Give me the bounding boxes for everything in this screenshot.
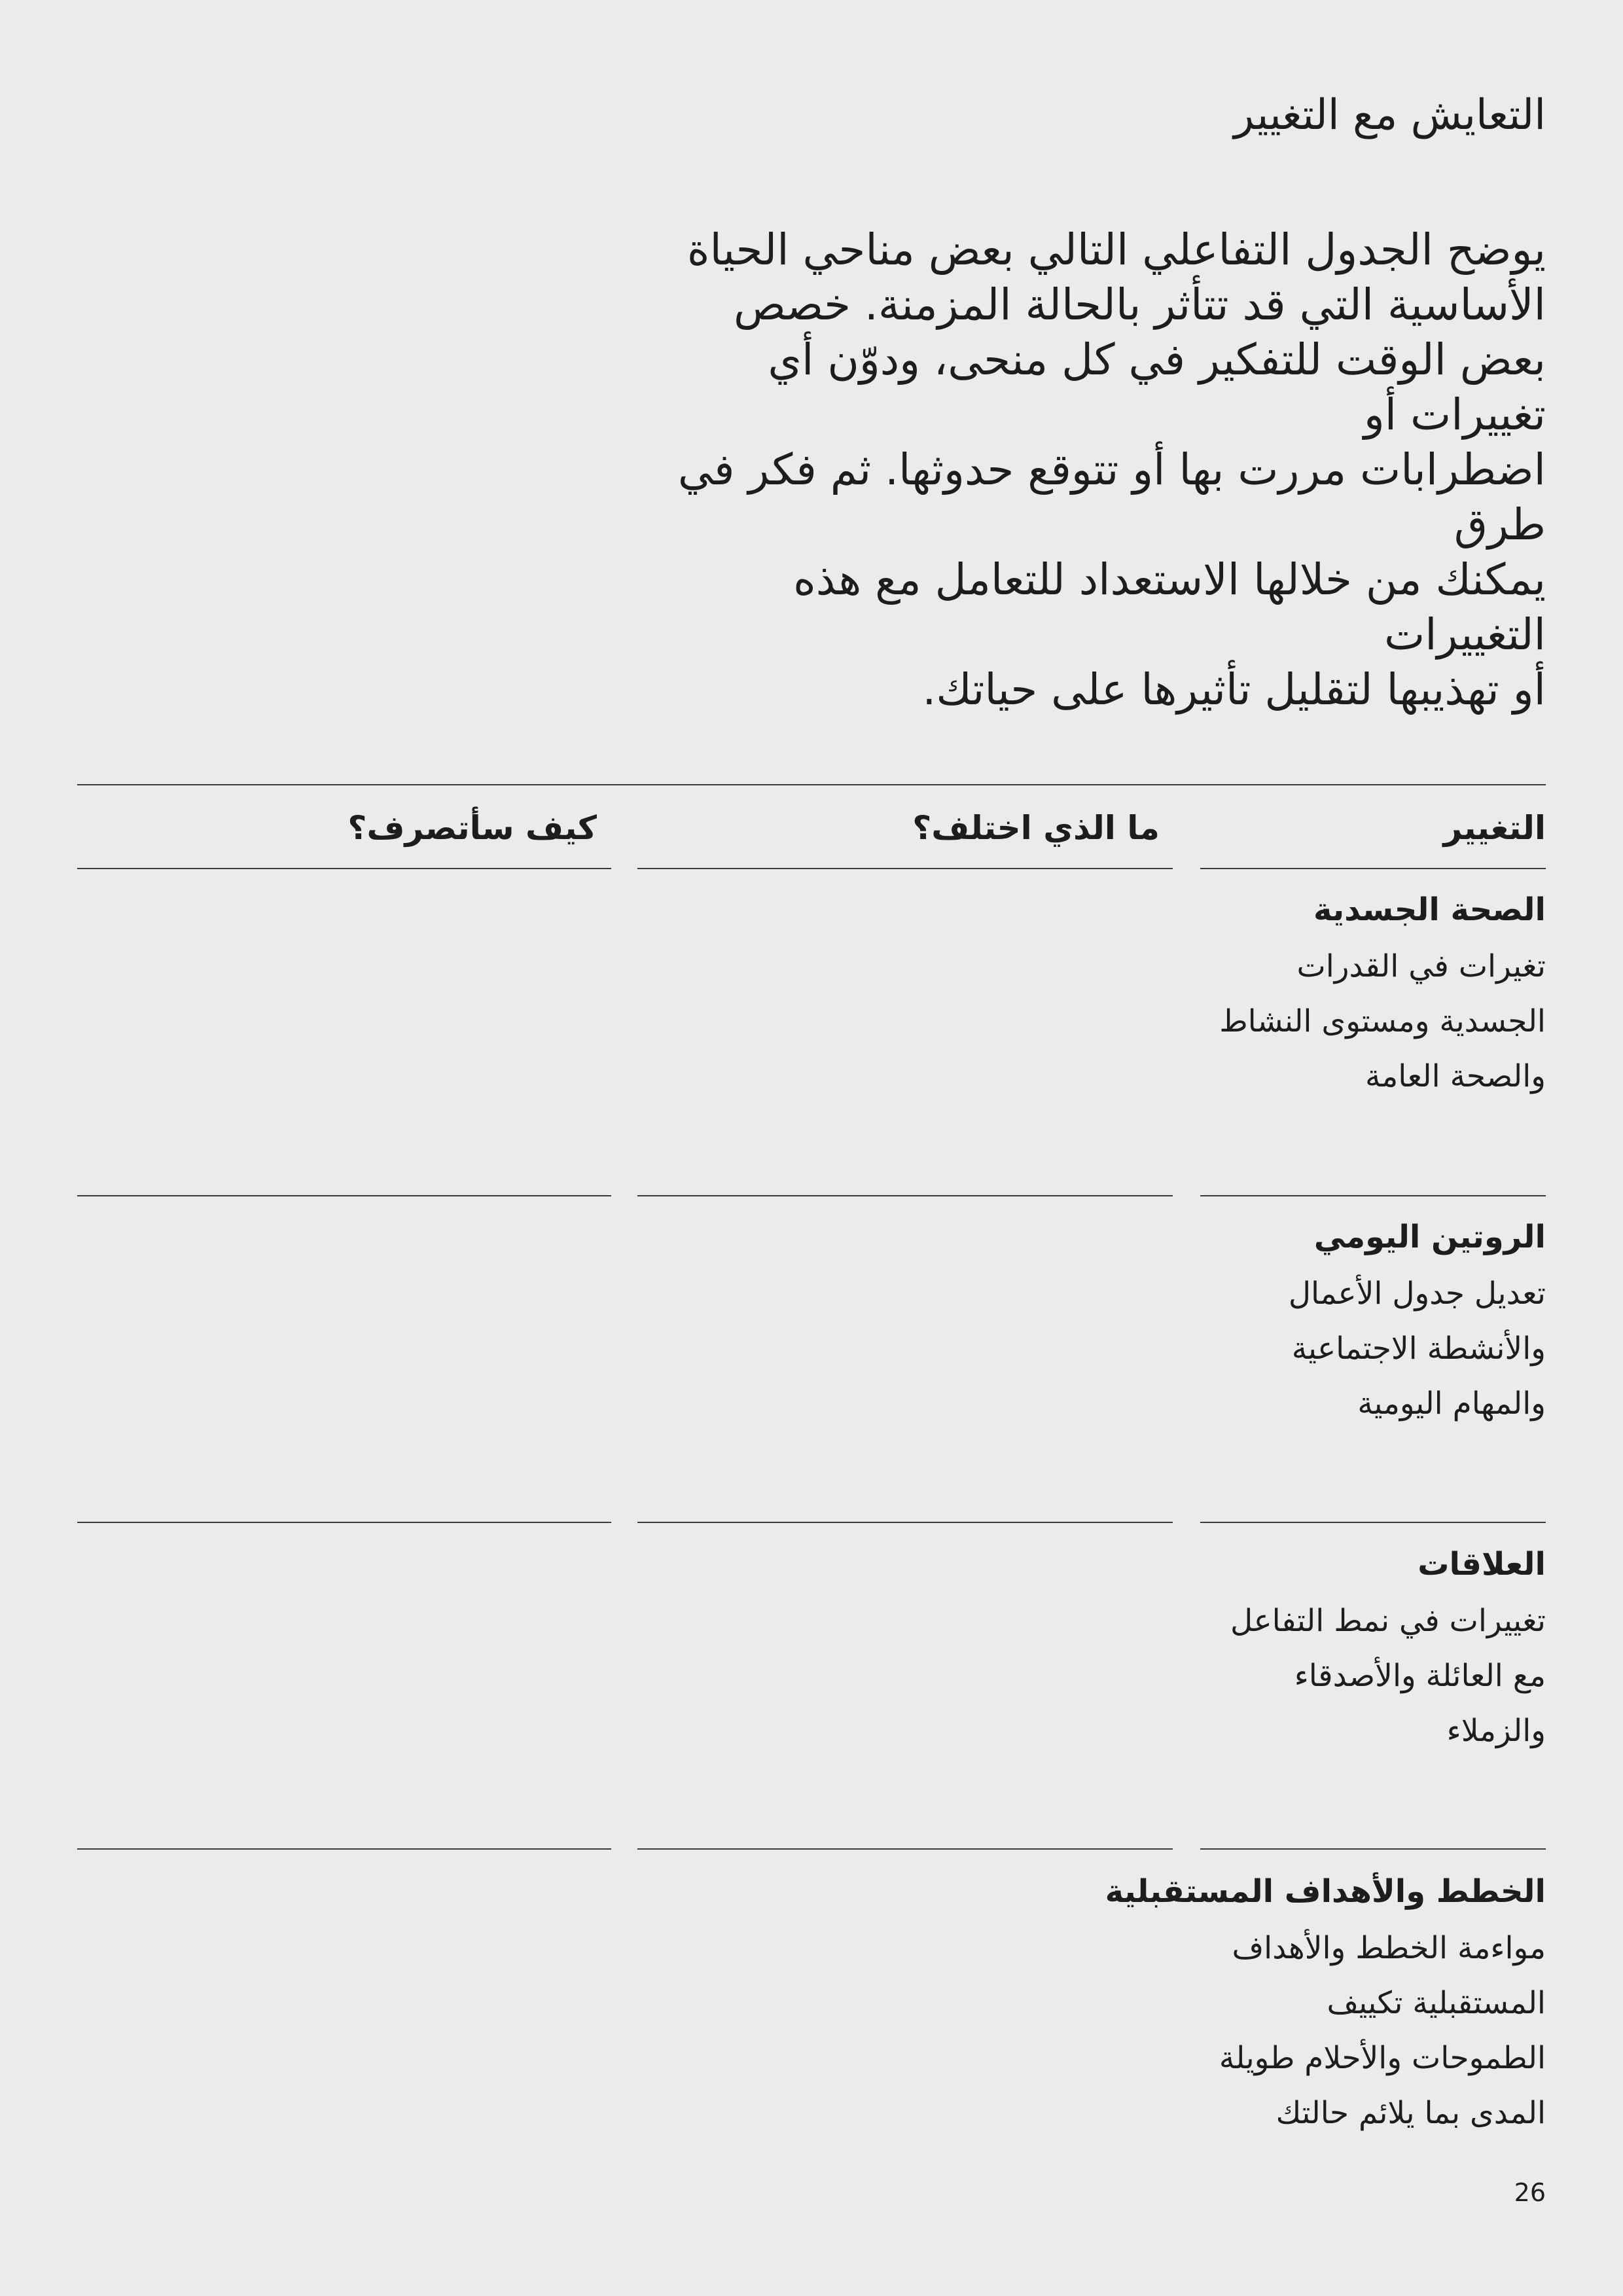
row-title: الروتين اليومي — [1313, 1219, 1546, 1255]
row-rule — [1200, 1848, 1546, 1850]
row-description-line: تغيرات في القدرات — [1296, 948, 1546, 984]
what-changed-cell[interactable] — [637, 1532, 1173, 1846]
column-header-what-changed: ما الذي اختلف؟ — [912, 809, 1160, 847]
table-top-rule — [77, 784, 1546, 785]
row-description-line: مواءمة الخطط والأهداف — [1232, 1930, 1546, 1966]
row-description-line: والمهام اليومية — [1357, 1386, 1546, 1422]
row-description-line: الجسدية ومستوى النشاط — [1219, 1003, 1546, 1039]
row-rule — [1200, 1522, 1546, 1523]
row-rule — [77, 1195, 611, 1196]
intro-line: اضطرابات مررت بها أو تتوقع حدوثها. ثم فكر في طرق — [677, 444, 1546, 550]
row-description-line: مع العائلة والأصدقاء — [1294, 1658, 1546, 1694]
intro-paragraph — [643, 223, 1546, 717]
header-rule — [1200, 868, 1546, 869]
intro-line: أو تهذيبها لتقليل تأثيرها على حياتك. — [922, 664, 1546, 715]
how-act-cell[interactable] — [77, 1859, 611, 2147]
row-rule — [637, 1848, 1173, 1850]
header-rule — [637, 868, 1173, 869]
header-rule — [77, 868, 611, 869]
intro-line: يمكنك من خلالها الاستعداد للتعامل مع هذه التغييرات — [793, 554, 1546, 660]
row-rule — [637, 1522, 1173, 1523]
column-header-change: التغيير — [1443, 809, 1546, 847]
row-title: الخطط والأهداف المستقبلية — [1105, 1873, 1546, 1910]
intro-line: بعض الوقت للتفكير في كل منحى، ودوّن أي تغييرات أو — [768, 334, 1546, 440]
row-title: العلاقات — [1418, 1546, 1546, 1583]
row-rule — [1200, 1195, 1546, 1196]
row-rule — [637, 1195, 1173, 1196]
how-act-cell[interactable] — [77, 877, 611, 1191]
row-rule — [77, 1848, 611, 1850]
row-description-line: المستقبلية تكييف — [1327, 1985, 1546, 2021]
row-description-line: المدى بما يلائم حالتك — [1275, 2095, 1546, 2131]
page-title: التعايش مع التغيير — [1234, 91, 1546, 139]
what-changed-cell[interactable] — [637, 877, 1173, 1191]
how-act-cell[interactable] — [77, 1532, 611, 1846]
how-act-cell[interactable] — [77, 1204, 611, 1518]
intro-line: يوضح الجدول التفاعلي التالي بعض مناحي الحياة — [687, 224, 1546, 275]
row-description-line: تغييرات في نمط التفاعل — [1230, 1603, 1546, 1639]
row-description-line: والزملاء — [1446, 1713, 1546, 1749]
row-title: الصحة الجسدية — [1313, 891, 1546, 928]
row-description-line: الطموحات والأحلام طويلة — [1219, 2040, 1546, 2076]
intro-line: الأساسية التي قد تتأثر بالحالة المزمنة. خصص — [734, 279, 1546, 330]
page-number: 26 — [1514, 2178, 1546, 2207]
row-description-line: تعديل جدول الأعمال — [1288, 1276, 1546, 1312]
row-description-line: والأنشطة الاجتماعية — [1291, 1331, 1546, 1367]
row-description-line: والصحة العامة — [1364, 1058, 1546, 1094]
what-changed-cell[interactable] — [637, 1204, 1173, 1518]
column-header-how-act: كيف سأتصرف؟ — [348, 809, 597, 847]
row-rule — [77, 1522, 611, 1523]
what-changed-cell[interactable] — [637, 1859, 1173, 2147]
